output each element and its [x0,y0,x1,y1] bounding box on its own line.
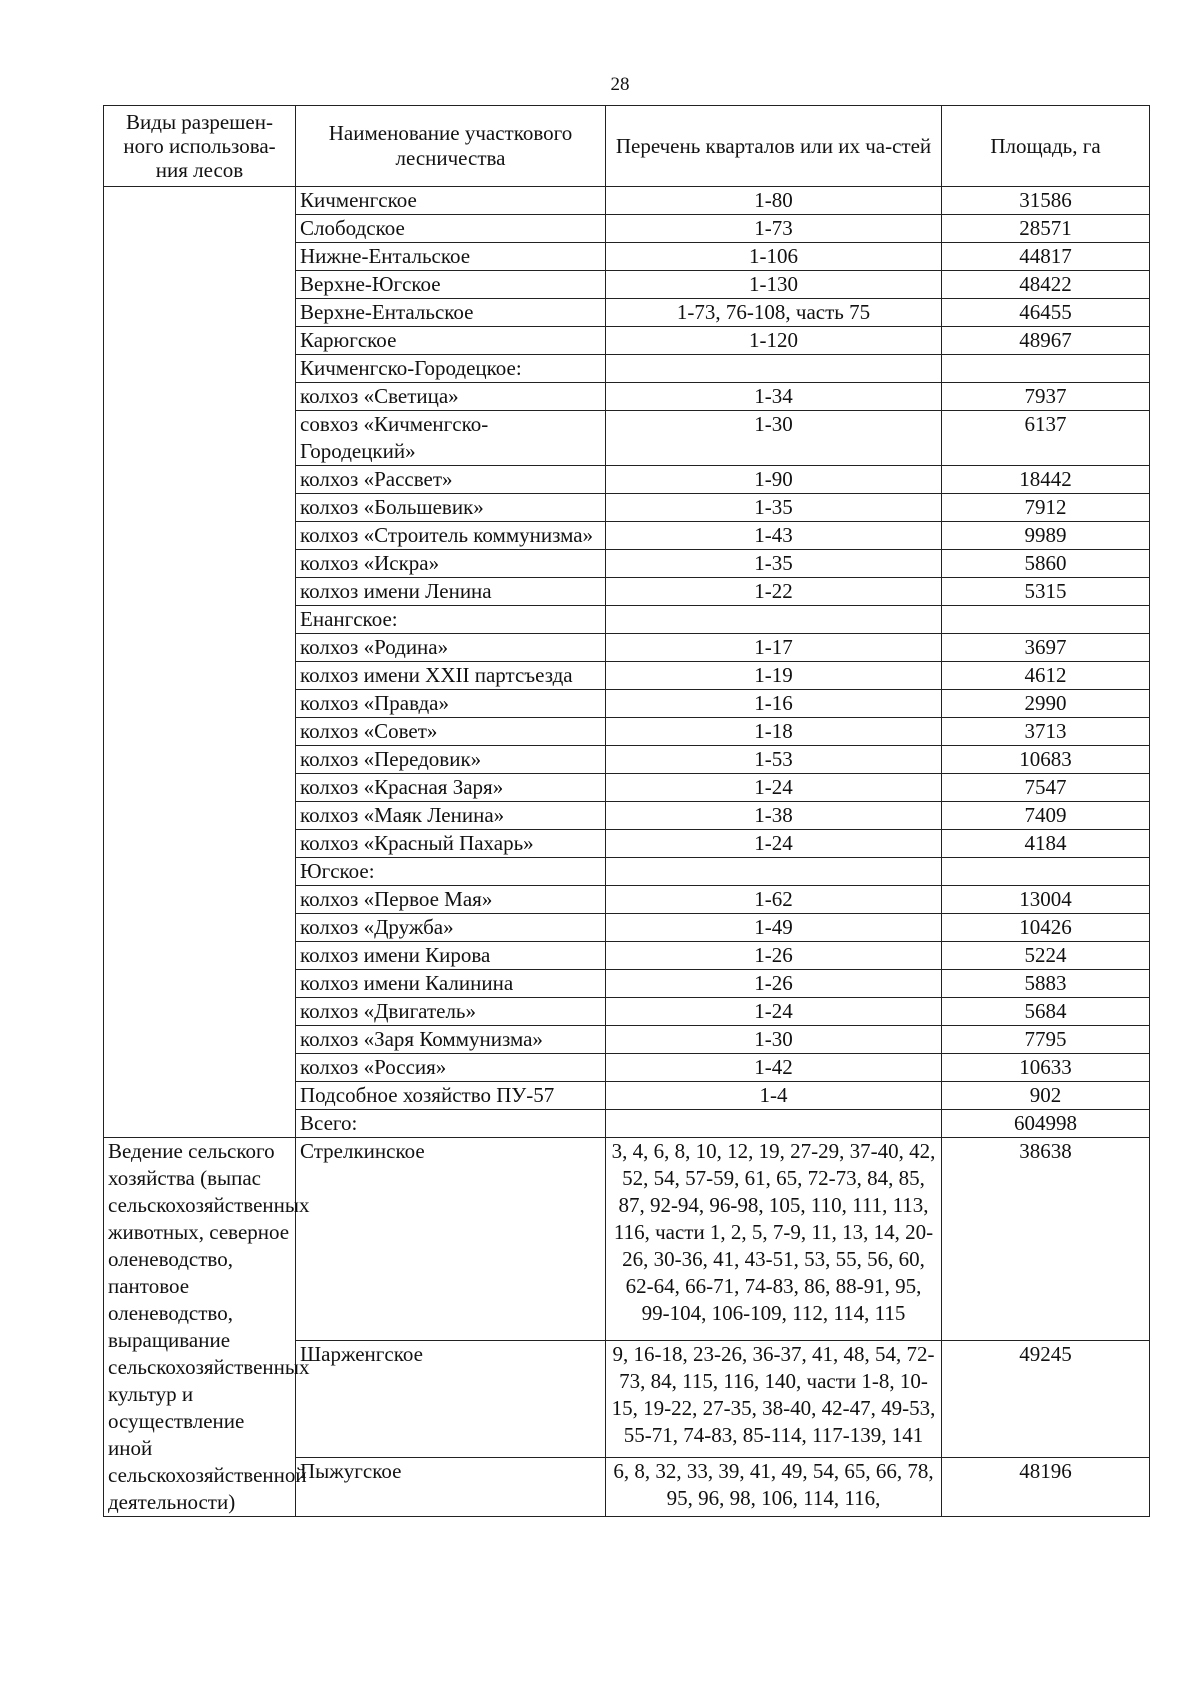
quarters-cell: 1-26 [606,970,942,998]
header-use-type: Виды разрешен-ного использова-ния лесов [104,106,296,187]
forestry-name-cell: колхоз имени Кирова [296,942,606,970]
forestry-name-cell: колхоз «Строитель коммунизма» [296,522,606,550]
area-cell: 7547 [942,774,1150,802]
use-type-cell: Ведение сельского хозяйства (выпас сельскохозяйственных животных, северное оленеводство, пантовое оленеводство, выращивание сельскохозяйственных культур и осуществление иной сельскохозяйственной деятельности) [104,1138,296,1517]
table-row [104,1138,1150,1341]
quarters-cell: 1-43 [606,522,942,550]
forestry-name-cell: колхоз «Первое Мая» [296,886,606,914]
area-cell: 4184 [942,830,1150,858]
quarters-cell: 1-90 [606,466,942,494]
quarters-cell: 3, 4, 6, 8, 10, 12, 19, 27-29, 37-40, 42, 52, 54, 57-59, 61, 65, 72-73, 84, 85, 87, 92-94, 96-98, 105, 110, 111, 113, 116, части 1, 2, 5, 7-9, 11, 13, 14, 20-26, 30-36, 41, 43-51, 53, 55, 56, 60, 62-64, 66-71, 74-83, 86, 88-91, 95, 99-104, 106-109, 112, 114, 115 [606,1138,942,1341]
forestry-name-cell: колхоз «Маяк Ленина» [296,802,606,830]
area-cell: 44817 [942,243,1150,271]
quarters-cell: 1-18 [606,718,942,746]
forestry-name-cell: Нижне-Ентальское [296,243,606,271]
area-cell: 46455 [942,299,1150,327]
quarters-cell: 1-38 [606,802,942,830]
table-body [104,187,1150,1517]
forestry-name-cell: колхоз «Рассвет» [296,466,606,494]
quarters-cell: 1-22 [606,578,942,606]
quarters-cell: 1-80 [606,187,942,215]
forestry-name-cell: колхоз «Родина» [296,634,606,662]
area-cell: 49245 [942,1341,1150,1458]
forestry-name-cell: колхоз «Правда» [296,690,606,718]
quarters-cell: 1-19 [606,662,942,690]
quarters-cell: 1-24 [606,998,942,1026]
area-cell: 10426 [942,914,1150,942]
forestry-name-cell: колхоз имени XXII партсъезда [296,662,606,690]
area-cell: 38638 [942,1138,1150,1341]
quarters-cell: 1-53 [606,746,942,774]
forestry-name-cell: Верхне-Югское [296,271,606,299]
forestry-name-cell: колхоз «Совет» [296,718,606,746]
area-cell: 3697 [942,634,1150,662]
quarters-cell [606,858,942,886]
forestry-name-cell: Шарженгское [296,1341,606,1458]
forestry-name-cell: Стрелкинское [296,1138,606,1341]
area-cell: 5224 [942,942,1150,970]
quarters-cell: 1-62 [606,886,942,914]
quarters-cell [606,355,942,383]
area-cell: 2990 [942,690,1150,718]
area-cell: 902 [942,1082,1150,1110]
header-quarters: Перечень кварталов или их ча-стей [606,106,942,187]
quarters-cell: 1-49 [606,914,942,942]
quarters-cell [606,1110,942,1138]
header-forestry-name: Наименование участкового лесничества [296,106,606,187]
quarters-cell: 9, 16-18, 23-26, 36-37, 41, 48, 54, 72-73, 84, 115, 116, 140, части 1-8, 10-15, 19-22, 27-35, 38-40, 42-47, 49-53, 55-71, 74-83, 85-114, 117-139, 141 [606,1341,942,1458]
area-cell: 7912 [942,494,1150,522]
quarters-cell: 1-26 [606,942,942,970]
page-number: 28 [610,74,630,95]
forestry-name-cell: колхоз «Искра» [296,550,606,578]
forestry-name-cell: Всего: [296,1110,606,1138]
area-cell: 7795 [942,1026,1150,1054]
area-cell: 18442 [942,466,1150,494]
area-cell: 5883 [942,970,1150,998]
forestry-name-cell: Карюгское [296,327,606,355]
quarters-cell: 6, 8, 32, 33, 39, 41, 49, 54, 65, 66, 78, 95, 96, 98, 106, 114, 116, [606,1458,942,1517]
forestry-name-cell: колхоз «Красный Пахарь» [296,830,606,858]
forestry-name-cell: колхоз «Красная Заря» [296,774,606,802]
quarters-cell: 1-24 [606,774,942,802]
forestry-name-cell: колхоз «Большевик» [296,494,606,522]
use-type-cell-empty [104,187,296,1138]
area-cell [942,355,1150,383]
area-cell: 48967 [942,327,1150,355]
quarters-cell: 1-30 [606,411,942,466]
area-cell: 9989 [942,522,1150,550]
area-cell: 5315 [942,578,1150,606]
forestry-name-cell: совхоз «Кичменгско-Городецкий» [296,411,606,466]
area-cell: 28571 [942,215,1150,243]
forestry-name-cell: Кичменгско-Городецкое: [296,355,606,383]
quarters-cell: 1-30 [606,1026,942,1054]
forestry-name-cell: колхоз «Россия» [296,1054,606,1082]
area-cell: 6137 [942,411,1150,466]
table-header-row [104,106,1150,187]
area-cell [942,606,1150,634]
quarters-cell: 1-73, 76-108, часть 75 [606,299,942,327]
area-cell: 4612 [942,662,1150,690]
area-cell [942,858,1150,886]
forestry-name-cell: колхоз имени Ленина [296,578,606,606]
quarters-cell: 1-35 [606,494,942,522]
forestry-name-cell: Югское: [296,858,606,886]
quarters-cell: 1-17 [606,634,942,662]
forestry-name-cell: Подсобное хозяйство ПУ-57 [296,1082,606,1110]
forestry-name-cell: Слободское [296,215,606,243]
quarters-cell [606,606,942,634]
quarters-cell: 1-34 [606,383,942,411]
quarters-cell: 1-120 [606,327,942,355]
quarters-cell: 1-4 [606,1082,942,1110]
forestry-name-cell: колхоз имени Калинина [296,970,606,998]
area-cell: 13004 [942,886,1150,914]
area-cell: 3713 [942,718,1150,746]
forest-use-table [103,105,1150,1517]
quarters-cell: 1-24 [606,830,942,858]
header-area: Площадь, га [942,106,1150,187]
area-cell: 5860 [942,550,1150,578]
quarters-cell: 1-106 [606,243,942,271]
area-cell: 7937 [942,383,1150,411]
forestry-name-cell: колхоз «Светица» [296,383,606,411]
forestry-name-cell: Енангское: [296,606,606,634]
forestry-name-cell: колхоз «Передовик» [296,746,606,774]
area-cell: 604998 [942,1110,1150,1138]
forestry-name-cell: Кичменгское [296,187,606,215]
area-cell: 10633 [942,1054,1150,1082]
area-cell: 48422 [942,271,1150,299]
area-cell: 10683 [942,746,1150,774]
quarters-cell: 1-130 [606,271,942,299]
forestry-name-cell: колхоз «Дружба» [296,914,606,942]
quarters-cell: 1-16 [606,690,942,718]
area-cell: 5684 [942,998,1150,1026]
forestry-name-cell: колхоз «Заря Коммунизма» [296,1026,606,1054]
table-row [104,187,1150,215]
quarters-cell: 1-42 [606,1054,942,1082]
forestry-name-cell: Верхне-Ентальское [296,299,606,327]
quarters-cell: 1-35 [606,550,942,578]
area-cell: 31586 [942,187,1150,215]
quarters-cell: 1-73 [606,215,942,243]
forestry-name-cell: Пыжугское [296,1458,606,1517]
area-cell: 48196 [942,1458,1150,1517]
area-cell: 7409 [942,802,1150,830]
forestry-name-cell: колхоз «Двигатель» [296,998,606,1026]
